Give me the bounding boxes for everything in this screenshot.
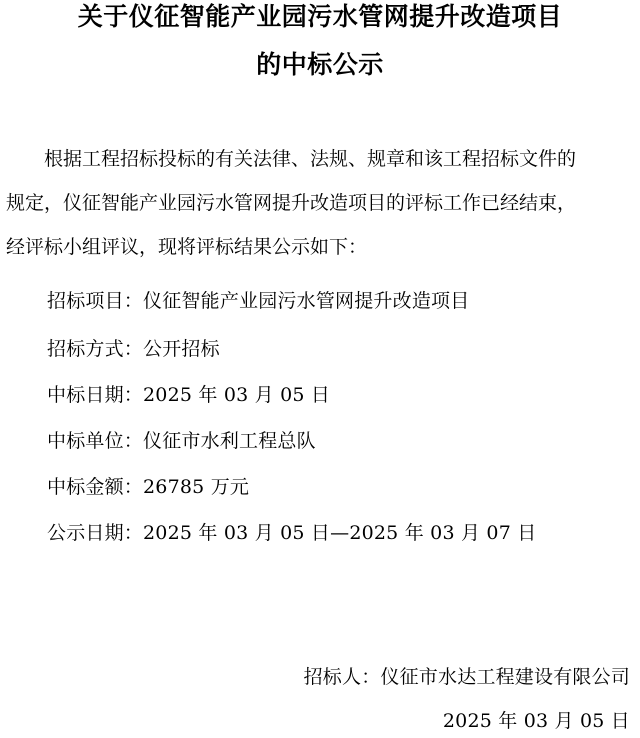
intro-paragraph [6,144,636,276]
item-winning-bidder [47,428,316,454]
item-value: 公开招标 [143,338,220,360]
item-bid-method [47,336,220,362]
item-label: 招标项目： [47,290,144,312]
item-label: 中标单位： [47,430,144,452]
item-label: 招标方式： [47,338,144,360]
intro-line-3: 经评标小组评议，现将评标结果公示如下： [6,236,368,258]
issue-date: 2025 年 03 月 05 日 [442,710,630,732]
item-value: 仪征市水利工程总队 [143,430,316,452]
item-bid-project [47,288,469,314]
item-label: 公示日期： [47,522,144,544]
document-title-line-1: 关于仪征智能产业园污水管网提升改造项目 [77,2,563,31]
intro-line-2: 规定，仪征智能产业园污水管网提升改造项目的评标工作已经结束， [6,192,577,214]
item-value: 仪征智能产业园污水管网提升改造项目 [143,290,470,312]
item-value: 2025 年 03 月 05 日 [143,384,331,406]
item-award-date [47,382,330,408]
item-label: 中标金额： [47,476,144,498]
item-value: 2025 年 03 月 05 日—2025 年 03 月 07 日 [143,522,537,544]
item-label: 中标日期： [47,384,144,406]
document-title-line-2: 的中标公示 [256,50,384,79]
item-publicity-period [47,520,536,546]
issuer-signature: 招标人：仪征市水达工程建设有限公司 [303,666,630,688]
item-award-amount [47,474,249,500]
intro-line-1: 根据工程招标投标的有关法律、法规、规章和该工程招标文件的 [6,148,577,170]
item-value: 26785 万元 [143,476,250,498]
